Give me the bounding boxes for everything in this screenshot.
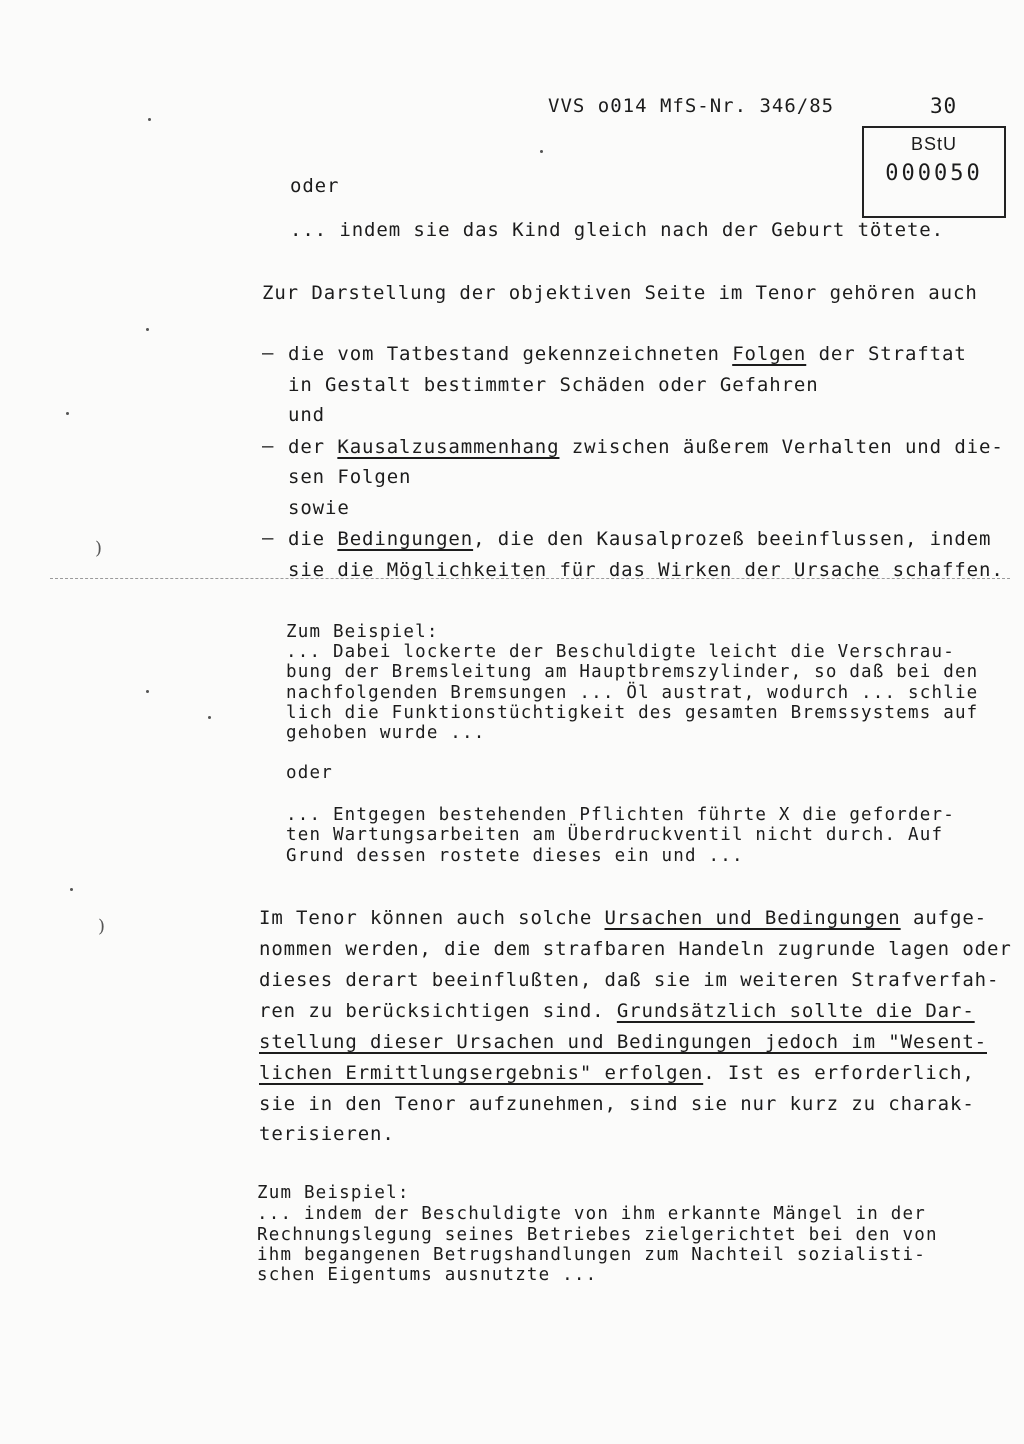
- example2-line: ... indem der Beschuldigte von ihm erkannte Mängel in der: [257, 1204, 926, 1224]
- list-bullet: –: [262, 342, 274, 364]
- scan-speck: [148, 118, 151, 121]
- section2-line: sie in den Tenor aufzunehmen, sind sie nur kurz zu charak-: [259, 1093, 975, 1115]
- example1-heading: Zum Beispiel:: [286, 622, 439, 642]
- example1-oder: oder: [286, 763, 333, 783]
- example-line: ... indem sie das Kind gleich nach der Geburt tötete.: [290, 219, 944, 241]
- scan-mark: ): [95, 538, 103, 559]
- example1-line: ... Dabei lockerte der Beschuldigte leicht die Verschrau-: [286, 642, 955, 662]
- s2-l6-term: lichen Ermittlungsergebnis" erfolgen: [259, 1062, 704, 1084]
- s2-l4-pre: ren zu berücksichtigen sind.: [259, 1000, 617, 1022]
- item3-pre: die: [288, 528, 338, 550]
- example1-line: bung der Bremsleitung am Hauptbremszylinder, so daß bei den: [286, 662, 979, 682]
- section2-line: nommen werden, die dem strafbaren Handeln zugrunde lagen oder: [259, 938, 1012, 960]
- sowie-text: sowie: [288, 497, 350, 519]
- item1-term: Folgen: [732, 343, 807, 365]
- scan-speck: [146, 328, 149, 331]
- example2-line: ihm begangenen Betrugshandlungen zum Nachteil sozialisti-: [257, 1245, 926, 1265]
- archive-stamp: [862, 126, 1006, 218]
- section2-line: [259, 1061, 975, 1085]
- item3-term: Bedingungen: [337, 528, 474, 550]
- s2-l1-term: Ursachen und Bedingungen: [604, 907, 901, 929]
- example1b-line: ... Entgegen bestehenden Pflichten führte X die geforder-: [286, 805, 955, 825]
- list-item-1: [288, 342, 967, 366]
- example1-line: lich die Funktionstüchtigkeit des gesamten Bremssystems auf: [286, 703, 979, 723]
- s2-l6-post: . Ist es erforderlich,: [703, 1062, 975, 1084]
- item2-pre: der: [288, 436, 338, 458]
- example1-line: gehoben wurde ...: [286, 723, 486, 743]
- example2-line: Rechnungslegung seines Betriebes zielgerichtet bei den von: [257, 1225, 938, 1245]
- list-item-1-cont: in Gestalt bestimmter Schäden oder Gefahren: [288, 374, 819, 396]
- section2-line: dieses derart beeinflußten, daß sie im weiteren Strafverfah-: [259, 969, 1000, 991]
- example1-line: nachfolgenden Bremsungen ... Öl austrat, wodurch ... schlie: [286, 683, 979, 703]
- page-number: 30: [930, 94, 958, 118]
- page-fold-line: [50, 578, 1010, 579]
- und-text: und: [288, 404, 326, 426]
- scan-speck: [66, 412, 69, 415]
- section2-line: [259, 906, 987, 930]
- section2-line: [259, 999, 975, 1023]
- scan-speck: [146, 690, 149, 693]
- example1b-line: Grund dessen rostete dieses ein und ...: [286, 846, 744, 866]
- s2-l1-pre: Im Tenor können auch solche: [259, 907, 605, 929]
- section1-intro: Zur Darstellung der objektiven Seite im Tenor gehören auch: [262, 282, 978, 304]
- s2-l1-post: aufge-: [900, 907, 988, 929]
- example1b-line: ten Wartungsarbeiten am Überdruckventil nicht durch. Auf: [286, 825, 944, 845]
- list-bullet: –: [262, 435, 274, 457]
- s2-l4-term: Grundsätzlich sollte die Dar-: [616, 1000, 975, 1022]
- item1-post: der Straftat: [806, 343, 967, 365]
- stamp-org: BStU: [910, 134, 957, 154]
- stamp-number: 000050: [885, 161, 983, 186]
- scan-mark: ): [98, 916, 106, 937]
- example2-heading: Zum Beispiel:: [257, 1183, 410, 1203]
- scan-speck: [70, 888, 73, 891]
- section2-line: [259, 1030, 987, 1054]
- oder-text: oder: [290, 175, 340, 197]
- list-item-2: [288, 435, 1004, 459]
- scan-speck: [540, 150, 543, 153]
- example2-line: schen Eigentums ausnutzte ...: [257, 1265, 598, 1285]
- list-item-3-cont: sie die Möglichkeiten für das Wirken der Ursache schaffen.: [288, 559, 1004, 581]
- list-item-2-cont: sen Folgen: [288, 466, 412, 488]
- item2-term: Kausalzusammenhang: [337, 436, 560, 458]
- list-item-3: [288, 527, 991, 551]
- item2-post: zwischen äußerem Verhalten und die-: [559, 436, 1004, 458]
- document-reference: VVS o014 MfS-Nr. 346/85: [548, 95, 835, 117]
- item3-post: , die den Kausalprozeß beeinflussen, indem: [473, 528, 992, 550]
- scan-speck: [208, 716, 211, 719]
- item1-pre: die vom Tatbestand gekennzeichneten: [288, 343, 733, 365]
- section2-line: terisieren.: [259, 1123, 395, 1145]
- list-bullet: –: [262, 527, 274, 549]
- s2-l5-term: stellung dieser Ursachen und Bedingungen jedoch im "Wesent-: [259, 1031, 987, 1053]
